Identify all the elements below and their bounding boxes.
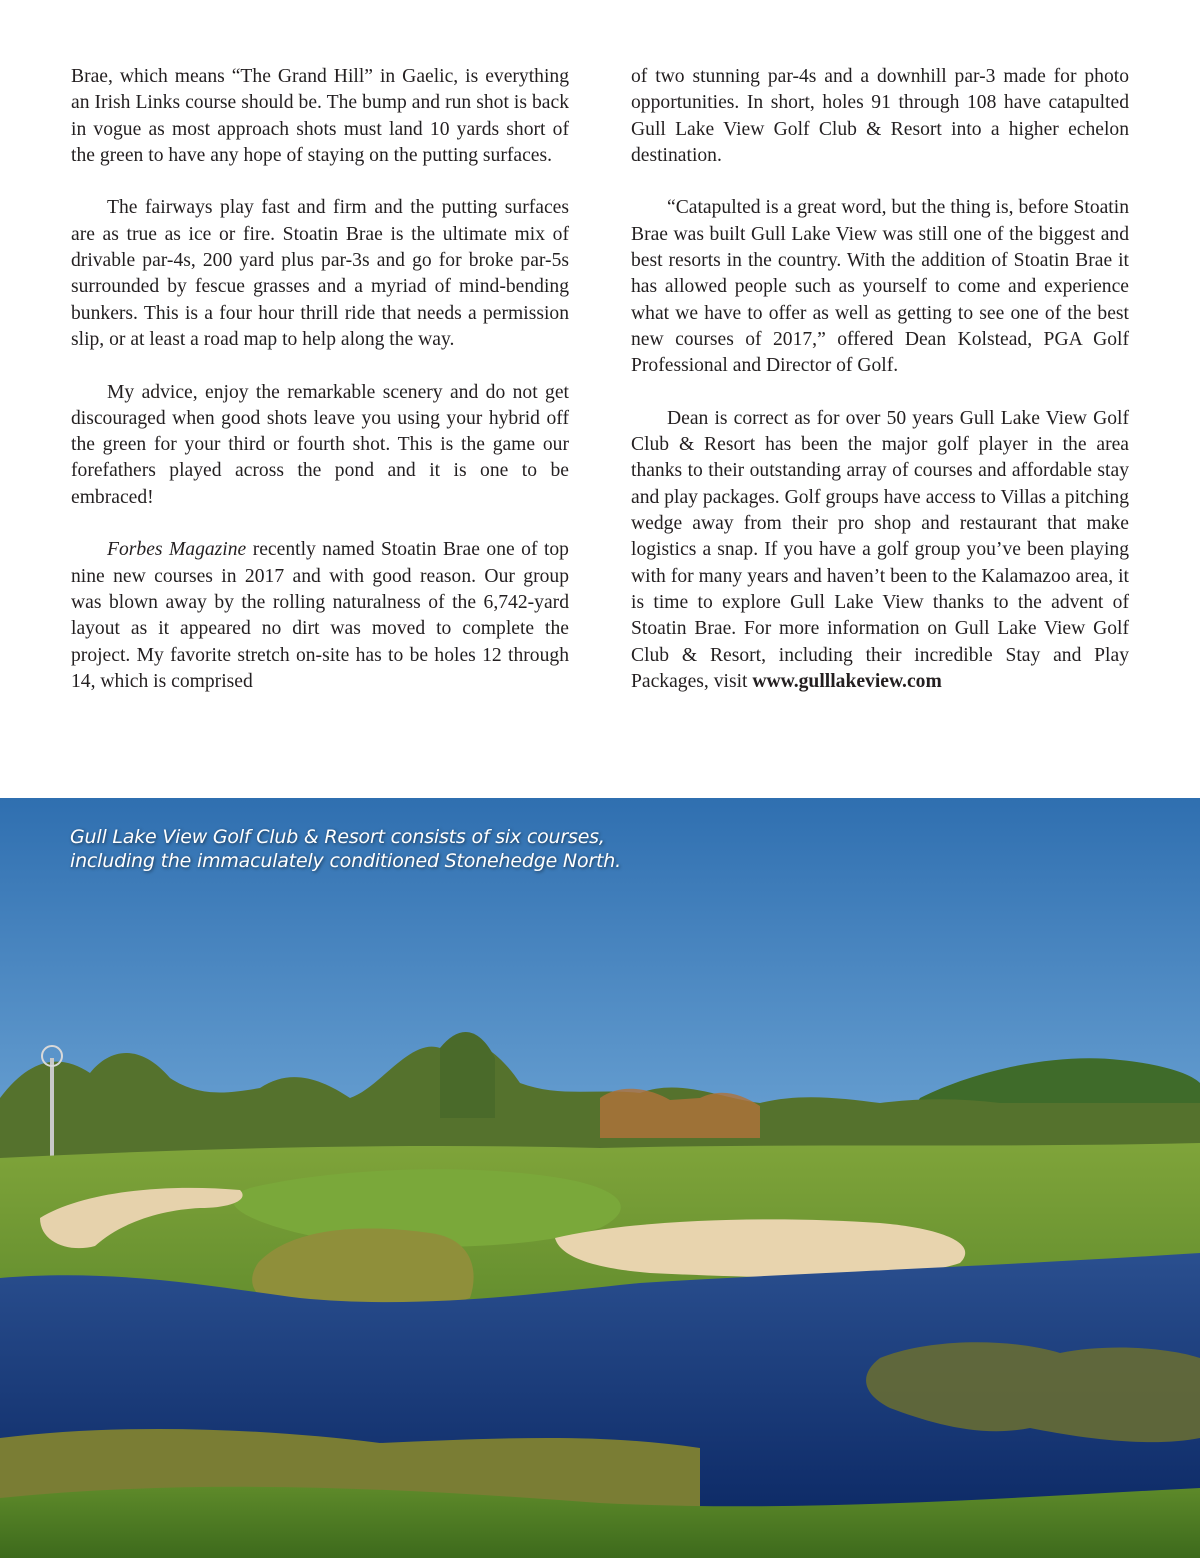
- photo-caption: [70, 825, 690, 873]
- magazine-name: Forbes Magazine: [107, 539, 247, 561]
- paragraph-text: Dean is correct as for over 50 years Gull Lake View Golf Club & Resort has been the major golf player in the area thanks to their outstanding array of courses and affordable stay and play packages. Golf groups have access to Villas a pitching wedge away from their pro shop and restaurant that make logistics a snap. If you have a golf group you’ve been playing with for many years and haven’t been to the Kalamazoo area, it is time to explore Gull Lake View thanks to the advent of Stoatin Brae. For more information on Gull Lake View Golf Club & Resort, including their incredible Stay and Play Packages, visit: [631, 407, 1129, 692]
- paragraph: My advice, enjoy the remarkable scenery and do not get discouraged when good shots leave you using your hybrid off the green for your third or fourth shot. This is the game our forefathers played across the pond and it is one to be embraced!: [71, 381, 569, 508]
- paragraph: “Catapulted is a great word, but the thing is, before Stoatin Brae was built Gull Lake View was still one of the biggest and best resorts in the country. With the addition of Stoatin Brae it has allowed people such as yourself to come and experience what we have to offer as well as getting to see one of the best new courses of 2017,” offered Dean Kolstead, PGA Golf Professional and Director of Golf.: [631, 197, 1129, 377]
- paragraph: of two stunning par-4s and a downhill par-3 made for photo opportunities. In short, holes 91 through 108 have catapulted Gull Lake View Golf Club & Resort into a higher echelon destination.: [631, 66, 1129, 166]
- article-right-column: [631, 64, 1129, 695]
- paragraph: [71, 537, 569, 695]
- caption-line: Gull Lake View Golf Club & Resort consists of six courses,: [70, 826, 605, 848]
- article-left-column: [71, 64, 569, 695]
- paragraph: Brae, which means “The Grand Hill” in Gaelic, is everything an Irish Links course should be. The bump and run shot is back in vogue as most approach shots must land 10 yards short of the green to have any hope of staying on the putting surfaces.: [71, 66, 569, 166]
- paragraph: [631, 406, 1129, 695]
- caption-line: including the immaculately conditioned Stonehedge North.: [70, 850, 621, 872]
- website-link[interactable]: www.gulllakeview.com: [752, 670, 942, 692]
- paragraph: The fairways play fast and firm and the putting surfaces are as true as ice or fire. Stoatin Brae is the ultimate mix of drivable par-4s, 200 yard plus par-3s and go for broke par-5s surrounded by fescue grasses and a myriad of mind-bending bunkers. This is a four hour thrill ride that needs a permission slip, or at least a road map to help along the way.: [71, 197, 569, 350]
- paragraph-text: recently named Stoatin Brae one of top nine new courses in 2017 and with good reason. Our group was blown away by the rolling naturalness of the 6,742-yard layout as it appeared no dirt was moved to complete the project. My favorite stretch on-site has to be holes 12 through 14, which is comprised: [71, 539, 569, 692]
- golf-course-photo: [0, 798, 1200, 1558]
